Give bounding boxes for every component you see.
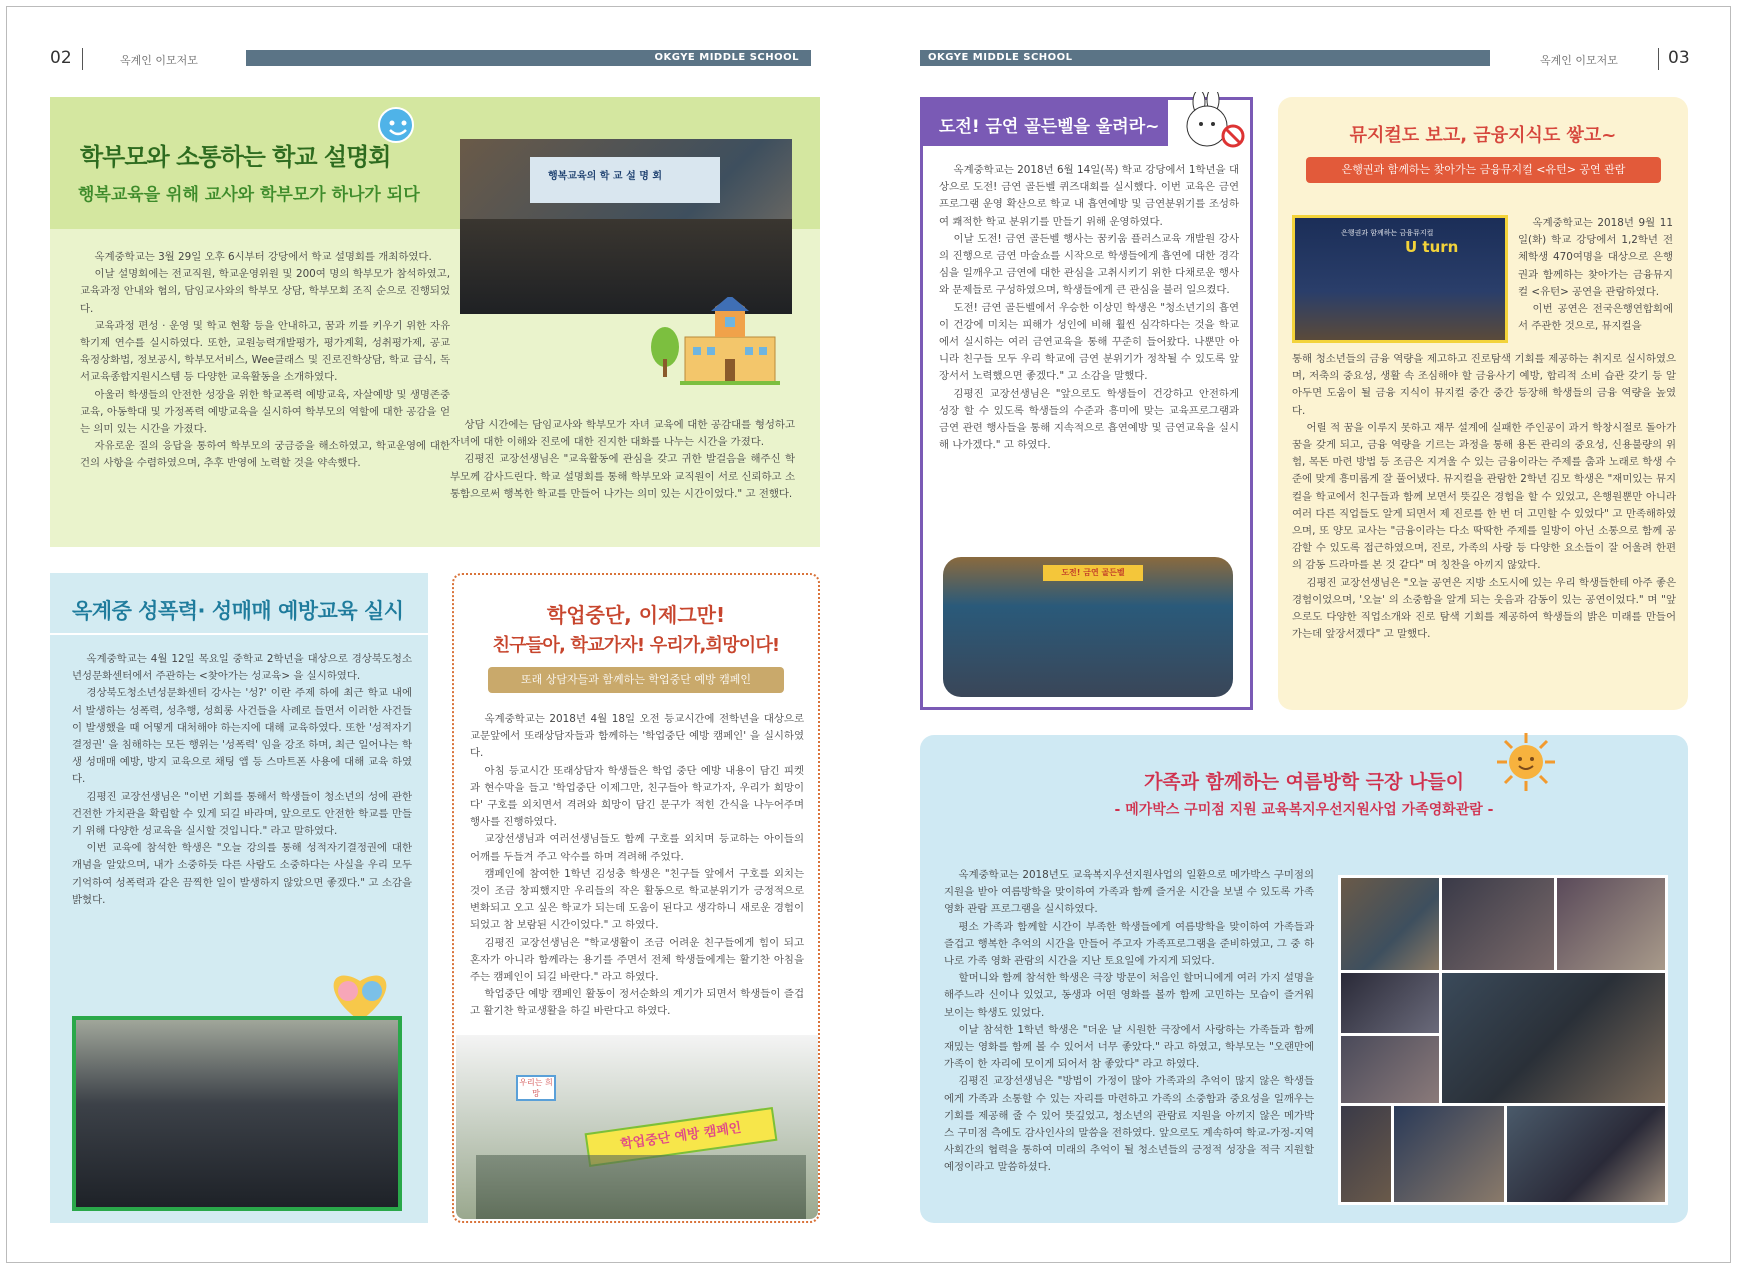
article-no-smoking	[920, 97, 1253, 710]
article-financial-musical-body	[1292, 351, 1676, 643]
article-sex-education-body	[72, 651, 412, 909]
family-movie-photo-collage	[1338, 875, 1668, 1205]
right-header-bar	[920, 50, 1490, 66]
collage-photo	[1341, 1036, 1439, 1103]
collage-photo	[1341, 973, 1439, 1033]
children-heart-icon	[320, 963, 400, 1023]
paragraph: 평소 가족과 함께할 시간이 부족한 학생들에게 여름방학을 맞이하여 가족들과 즐겁고 행복한 추억의 시간을 만들어 주고자 가족프로그램을 준비하였고, 그 중 하나로 가족 영화 관람의 시간을 지난 토요일에 가지게 되었다.	[944, 920, 1314, 968]
article-dropout-title-line2: 친구들아, 학교가자! 우리가,희망이다!	[492, 635, 780, 656]
article-financial-musical-body-top	[1518, 215, 1673, 335]
paragraph: 이날 도전! 금연 골든벨 행사는 꿈키움 플러스교육 개발원 강사의 진행으로 금연 마술쇼를 시작으로 학생들에게 흡연에 대한 경각심을 일깨우고 금연에 대한 관심을 고취시키기 위한 다채로운 행사와 문제들로 구성하였으며, 학생들에게 큰 관심을 불러 일으켰다.	[939, 232, 1239, 297]
paragraph: 김평진 교장선생님은 "학교생활이 조금 어려운 친구들에게 힘이 되고 혼자가 아니라 함께라는 용기를 주면서 전체 학생들에게는 활기찬 아침을 주는 캠페인이 되길 바란다." 라고 하였다.	[470, 936, 804, 984]
school-briefing-photo	[460, 139, 792, 314]
article-sex-education	[50, 573, 428, 1223]
rabbit-no-smoking-icon	[1175, 92, 1247, 152]
article-sex-education-title: 옥계중 성폭력· 성매매 예방교육 실시	[72, 599, 404, 623]
article-family-movie-body	[944, 867, 1314, 1177]
article-school-briefing-subtitle: 행복교육을 위해 교사와 학부모가 하나가 되다	[78, 185, 420, 205]
right-school-name: OKGYE MIDDLE SCHOOL	[928, 52, 1073, 63]
right-kicker: 옥계인 이모저모	[1540, 54, 1618, 67]
article-school-briefing-body-right	[450, 417, 795, 503]
paragraph: 어릴 적 꿈을 이루지 못하고 재무 설계에 실패한 주인공이 과거 학창시절로 돌아가 꿈을 갖게 되고, 금융 역량을 기르는 과정을 통해 용돈 관리의 중요성, 신용불량의 위험, 목돈 마련 방법 등 조금은 지겨울 수 있는 금융이라는 주제를 춤과 노래로 학생 수준에 맞게 흥미롭게 잘 풀어냈다. 뮤지컬을 관람한 2학년 김모 학생은 "재미있는 뮤지컬을 학교에서 친구들과 함께 보면서 뜻깊은 경험을 할 수 있었고, 은행원뿐만 아니라 여러 다른 직업들도 알게 되면서 제 진로를 한 번 더 고민할 수 있었다" 고 만족해하였으며, 또 양모 교사는 "금융이라는 다소 딱딱한 주제를 일방이 아닌 소통으로 함께 공감할 수 있도록 접근하였으며, 진로, 가족의 사랑 등 다양한 요소들이 잘 어울려 한편의 감동 드라마를 본 것 같다" 며 칭찬을 아끼지 않았다.	[1292, 421, 1676, 572]
article-school-briefing	[50, 97, 820, 547]
article-financial-musical-subtitle: 은행권과 함께하는 찾아가는 금융뮤지컬 <유턴> 공연 관람	[1306, 157, 1661, 183]
article-family-movie-subtitle: - 메가박스 구미점 지원 교육복지우선지원사업 가족영화관람 -	[1114, 802, 1494, 818]
stage-text-1: 은행권과 함께하는 금융뮤지컬	[1341, 229, 1434, 237]
photo-banner-text: 행복교육의 학 교 설 명 회	[548, 171, 663, 182]
paragraph: 캠페인에 참여한 1학년 김성충 학생은 "친구들 앞에서 구호를 외치는 것이 조금 창피했지만 우리들의 작은 활동으로 학교분위기가 긍정적으로 변화되고 오고 싶은 학교가 되는데 도움이 된다고 생각하니 새로운 경험이 되었고 참 보람된 시간이었다." 고 하였다.	[470, 867, 804, 932]
campaign-sign: 우리는 희망	[516, 1075, 556, 1101]
article-financial-musical	[1278, 97, 1688, 710]
right-page-separator	[1658, 48, 1659, 70]
paragraph: 옥계중학교는 2018년 9월 11일(화) 학교 강당에서 1,2학년 전체학생 470여명을 대상으로 은행권과 함께하는 찾아가는 금융뮤지컬 <유턴> 공연을 관람하였다.	[1518, 217, 1673, 298]
paragraph: 김평진 교장선생님은 "앞으로도 학생들이 건강하고 안전하게 성장 할 수 있도록 학생들의 수준과 흥미에 맞는 교육프로그램과 금연 관련 행사들을 통해 지속적으로 흡연예방 및 금연교육을 실시해 나가겠다." 고 하였다.	[939, 387, 1239, 452]
collage-photo	[1557, 878, 1665, 970]
paragraph: 옥계중학교는 2018년 6월 14일(목) 학교 강당에서 1학년을 대상으로 도전! 금연 골든벨 퀴즈대회를 실시했다. 이번 교육은 금연프로그램 운영 확산으로 학교 내 흡연예방 및 금연분위기를 조성하여 쾌적한 학교 분위기를 만들기 위해 운영하였다.	[939, 164, 1239, 228]
left-school-name: OKGYE MIDDLE SCHOOL	[654, 52, 799, 63]
paragraph: 도전! 금연 골든벨에서 우승한 이상민 학생은 "청소년기의 흡연이 건강에 미치는 피해가 성인에 비해 훨씬 심각하다는 것을 학교에서 실시하는 여러 금연교육을 통해 꾸준히 들어왔다. 나뿐만 아니라 친구들 모두 우리 학교에 금연 분위기가 정착될 수 있도록 앞장서서 노력했으면 좋겠다." 고 소감을 말했다.	[939, 301, 1239, 383]
article-school-briefing-title: 학부모와 소통하는 학교 설명회	[80, 143, 391, 171]
article-school-briefing-body-left	[80, 249, 450, 473]
left-page-separator	[82, 48, 83, 70]
paragraph: 김평진 교장선생님은 "방법이 가정이 많아 가족과의 추억이 많지 않은 학생들에게 가족과 소통할 수 있는 자리를 마련하고 가족의 소중함과 중요성을 일깨우는 기회를 제공해 줄 수 있어 뜻깊었고, 청소년의 관람료 지원을 아끼지 않은 메가박스 구미점 측에도 감사인사의 말씀을 전하였다. 앞으로도 계속하여 학교-가정-지역사회간의 협력을 통하여 미래의 추억이 될 청소년들의 긍정적 성장을 적극 지원할 예정이라고 말씀하셨다.	[944, 1075, 1314, 1174]
paragraph: 옥계중학교는 4월 12일 목요일 중학교 2학년을 대상으로 경상북도청소년성문화센터에서 주관하는 <찾아가는 성교육> 을 실시하였다.	[72, 653, 412, 683]
paragraph: 이번 교육에 참석한 학생은 "오늘 강의를 통해 성적자기결정권에 대한 개념을 알았으며, 내가 소중하듯 다른 사람도 소중하다는 사실을 우리 모두 기억하여 성폭력과 같은 끔찍한 일이 발생하지 않았으면 좋겠다." 고 소감을 밝혔다.	[72, 842, 412, 906]
article-family-movie-title: 가족과 함께하는 여름방학 극장 나들이	[1143, 771, 1465, 793]
stage-text-2: U turn	[1405, 238, 1459, 256]
paragraph: 학업중단 예방 캠페인 활동이 정서순화의 계기가 되면서 학생들이 즐겁고 활기찬 학교생활을 하길 바란다고 하였다.	[470, 988, 804, 1018]
collage-photo	[1442, 878, 1554, 970]
no-smoking-photo	[943, 557, 1233, 697]
paragraph: 김평진 교장선생님은 "오늘 공연은 지방 소도시에 있는 우리 학생들한테 아주 좋은 경험이었으며, '오늘' 의 소중함을 알게 되는 웃음과 감동이 있는 공연이었다." 며 "앞으로도 다양한 직업소개와 진로 탐색 기회를 제공하여 학생들의 밝은 미래를 만들어 가는데 앞장서겠다" 고 말했다.	[1292, 576, 1676, 641]
paragraph: 경상북도청소년성문화센터 강사는 '성?' 이란 주제 하에 최근 학교 내에서 발생하는 성폭력, 성추행, 성희롱 사건들을 사례로 들면서 이러한 사건들이 발생했을 때 어떻게 대처해야 하는지에 대해 교육하였다. 또한 '성적자기결정권' 을 침해하는 모든 행위는 '성폭력' 임을 강조 하며, 최근 일어나는 학생 성매매 예방, 방지 교육으로 채팅 앱 등 스마트폰 사용에 대해 교육 하였다.	[72, 687, 412, 786]
left-page-number: 02	[50, 48, 72, 68]
dropout-campaign-photo	[456, 1035, 818, 1219]
paragraph: 자유로운 질의 응답을 통하여 학부모의 궁금증을 해소하였고, 학교운영에 대한 건의 사항을 수렴하였으며, 추후 반영에 노력할 것을 약속했다.	[80, 440, 450, 470]
paragraph: 옥계중학교는 2018년 4월 18일 오전 등교시간에 전학년을 대상으로 교문앞에서 또래상담자들과 함께하는 '학업중단 예방 캠페인' 을 실시하였다.	[470, 713, 804, 760]
collage-photo	[1442, 973, 1665, 1103]
sex-education-photo-frame	[72, 1016, 402, 1211]
paragraph: 옥계중학교는 2018년도 교육복지우선지원사업의 일환으로 메가박스 구미점의 지원을 받아 여름방학을 맞이하여 가족과 함께 즐거운 시간을 보낼 수 있도록 가족 영화 관람 프로그램을 실시하였다.	[944, 869, 1314, 916]
paragraph: 이날 참석한 1학년 학생은 "더운 날 시원한 극장에서 사랑하는 가족들과 함께 재밌는 영화를 함께 볼 수 있어서 너무 좋았다." 라고 하였고, 학부모는 "오랜만에 가족이 한 자리에 모이게 되어서 참 좋았다" 라고 하였다.	[944, 1023, 1314, 1071]
article-family-movie	[920, 735, 1688, 1223]
article-dropout-title-line1: 학업중단, 이제그만!	[546, 603, 726, 627]
left-header-bar	[246, 50, 811, 66]
paragraph: 아울러 학생들의 안전한 성장을 위한 학교폭력 예방교육, 자살예방 및 생명존중교육, 아동학대 및 가정폭력 예방교육을 실시하여 학부모의 역할에 대한 공감을 얻는 의미 있는 시간을 가졌다.	[80, 388, 450, 436]
paragraph: 통해 청소년들의 금융 역량을 제고하고 진로탐색 기회를 제공하는 취지로 실시하였으며, 저축의 중요성, 생활 속 조심해야 할 금융사기 예방, 합리적 소비 습관 갖기 등 알아두면 도움이 될 금융 지식이 뮤지컬 중간 중간 등장해 학생들의 금융 역량을 높였다.	[1292, 353, 1676, 417]
paragraph: 할머니와 함께 참석한 학생은 극장 방문이 처음인 할머니에게 여러 가지 설명을 해주느라 신이나 있었고, 동생과 어떤 영화를 볼까 함께 고민하는 모습이 즐거워 보이는 학생도 있었다.	[944, 972, 1314, 1019]
article-dropout-subtitle: 또래 상담자들과 함께하는 학업중단 예방 캠페인	[488, 667, 784, 693]
campaign-banner: 학업중단 예방 캠페인	[585, 1107, 778, 1167]
article-dropout-prevention	[452, 573, 820, 1223]
musical-stage-photo	[1292, 215, 1508, 343]
paragraph: 김평진 교장선생님은 "교육활동에 관심을 갖고 귀한 발걸음을 해주신 학부모께 감사드린다. 학교 설명회를 통해 학부모와 교직원이 서로 신뢰하고 소통함으로써 행복한 학교를 만들어 나가는 의미 있는 시간이었다." 고 전했다.	[450, 453, 795, 500]
divider	[50, 633, 428, 635]
paragraph: 교육과정 편성 · 운영 및 학교 현황 등을 안내하고, 꿈과 끼를 키우기 위한 자유학기제 연수를 실시하였다. 또한, 교원능력개발평가, 평가계획, 성취평가제, 공교육정상화법, 정보공시, 학부모서비스, Wee클래스 및 진로진학상담, 학교 급식, 독서교육종합지원시스템 등 다양한 교육활동을 소개하였다.	[80, 319, 450, 384]
paragraph: 김평진 교장선생님은 "이번 기회를 통해서 학생들이 청소년의 성에 관한 건전한 가치관을 확립할 수 있게 되길 바라며, 앞으로도 안전한 학교를 만들기 위해 다양한 성교육을 실시할 것입니다." 라고 말하였다.	[72, 790, 412, 838]
collage-photo	[1507, 1106, 1665, 1202]
no-smoking-banner: 도전! 금연 골든벨	[1043, 565, 1143, 581]
paragraph: 아침 등교시간 또래상담자 학생들은 학업 중단 예방 내용이 담긴 피켓과 현수막을 들고 '학업중단 이제그만, 친구들아 학교가자, 우리가 희망이다' 구호를 외치면서 격려와 희망이 담긴 문구가 적힌 간식을 나누어주며 행사를 진행하였다.	[470, 764, 804, 829]
article-no-smoking-title: 도전! 금연 골든벨을 울려라~	[939, 117, 1160, 137]
collage-photo	[1341, 878, 1439, 970]
paragraph: 교장선생님과 여러선생님들도 함께 구호를 외치며 등교하는 아이들의 어깨를 두들겨 주고 악수를 하며 격려해 주었다.	[470, 833, 804, 863]
paragraph: 이날 설명회에는 전교직원, 학교운영위원 및 200여 명의 학부모가 참석하였고, 교육과정 안내와 협의, 담임교사와의 학부모 상담, 학부모회 조직 순으로 진행되었다.	[80, 268, 450, 315]
paragraph: 이번 공연은 전국은행연합회에서 주관한 것으로, 뮤지컬을	[1518, 303, 1673, 333]
paragraph: 상담 시간에는 담임교사와 학부모가 자녀 교육에 대한 공감대를 형성하고 자녀에 대한 이해와 진로에 대한 진지한 대화를 나누는 시간을 가졌다.	[450, 419, 795, 449]
collage-photo	[1341, 1106, 1391, 1202]
campaign-people	[476, 1155, 806, 1219]
collage-photo	[1394, 1106, 1504, 1202]
left-kicker: 옥계인 이모저모	[120, 54, 198, 67]
right-page-number: 03	[1668, 48, 1690, 68]
article-no-smoking-body	[939, 162, 1239, 454]
article-financial-musical-title: 뮤지컬도 보고, 금융지식도 쌓고~	[1349, 125, 1617, 146]
school-building-icon	[645, 297, 795, 387]
paragraph: 옥계중학교는 3월 29일 오후 6시부터 강당에서 학교 설명회를 개최하였다.	[94, 251, 432, 263]
smile-icon	[378, 107, 414, 143]
sex-education-photo	[76, 1020, 398, 1207]
article-dropout-body	[470, 711, 804, 1021]
